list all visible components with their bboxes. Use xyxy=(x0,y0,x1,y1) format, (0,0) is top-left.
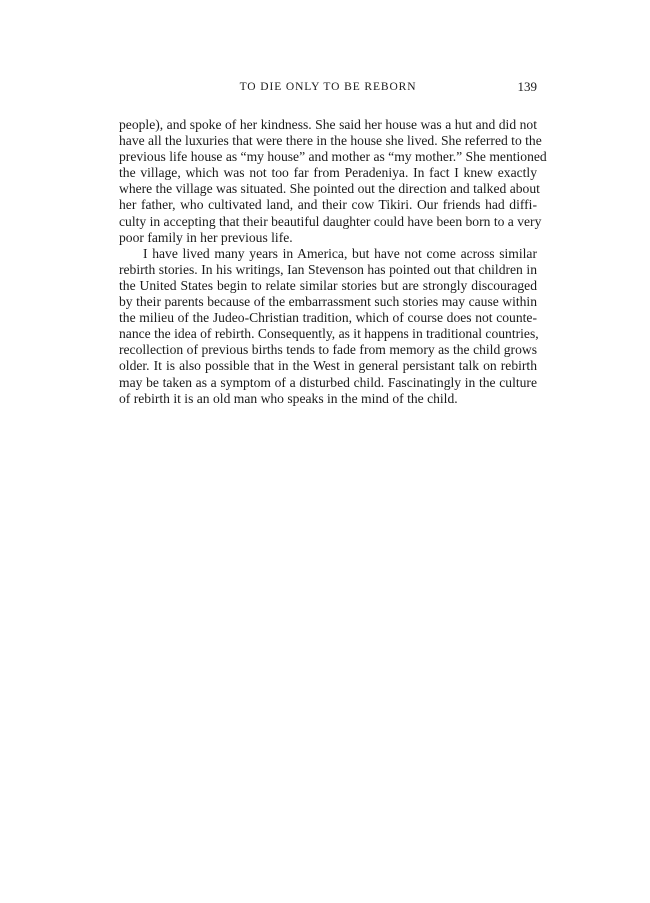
text-line: by their parents because of the embarrassment such stories may cause within xyxy=(119,294,537,310)
paragraph xyxy=(119,246,537,407)
text-line: have all the luxuries that were there in the house she lived. She referred to the xyxy=(119,133,542,149)
text-line: previous life house as “my house” and mother as “my mother.” She mentioned xyxy=(119,149,547,165)
text-line: I have lived many years in America, but have not come across similar xyxy=(143,245,537,261)
text-line: nance the idea of rebirth. Consequently, as it happens in traditional countries, xyxy=(119,326,539,342)
text-line: older. It is also possible that in the West in general persistant talk on rebirth xyxy=(119,358,537,374)
text-line: people), and spoke of her kindness. She said her house was a hut and did not xyxy=(119,117,537,132)
text-line: may be taken as a symptom of a disturbed child. Fascinatingly in the culture xyxy=(119,374,537,390)
text-line: the village, which was not too far from Peradeniya. In fact I knew exactly xyxy=(119,165,537,181)
text-line: her father, who cultivated land, and their cow Tikiri. Our friends had diffi- xyxy=(119,197,537,213)
page-number: 139 xyxy=(517,79,537,94)
paragraph xyxy=(119,117,547,246)
text-line: poor family in her previous life. xyxy=(119,229,293,245)
running-title: TO DIE ONLY TO BE REBORN xyxy=(239,81,417,93)
text-line: the United States begin to relate similar stories but are strongly discouraged xyxy=(119,277,537,293)
body-text xyxy=(119,117,547,407)
text-line: recollection of previous births tends to fade from memory as the child grows xyxy=(119,342,537,358)
running-head xyxy=(119,78,537,96)
text-line: the milieu of the Judeo-Christian tradition, which of course does not counte- xyxy=(119,310,537,326)
text-line: where the village was situated. She pointed out the direction and talked about xyxy=(119,181,540,197)
text-line: of rebirth it is an old man who speaks in the mind of the child. xyxy=(119,390,458,406)
text-line: rebirth stories. In his writings, Ian Stevenson has pointed out that children in xyxy=(119,261,537,277)
text-line: culty in accepting that their beautiful daughter could have been born to a very xyxy=(119,213,542,229)
